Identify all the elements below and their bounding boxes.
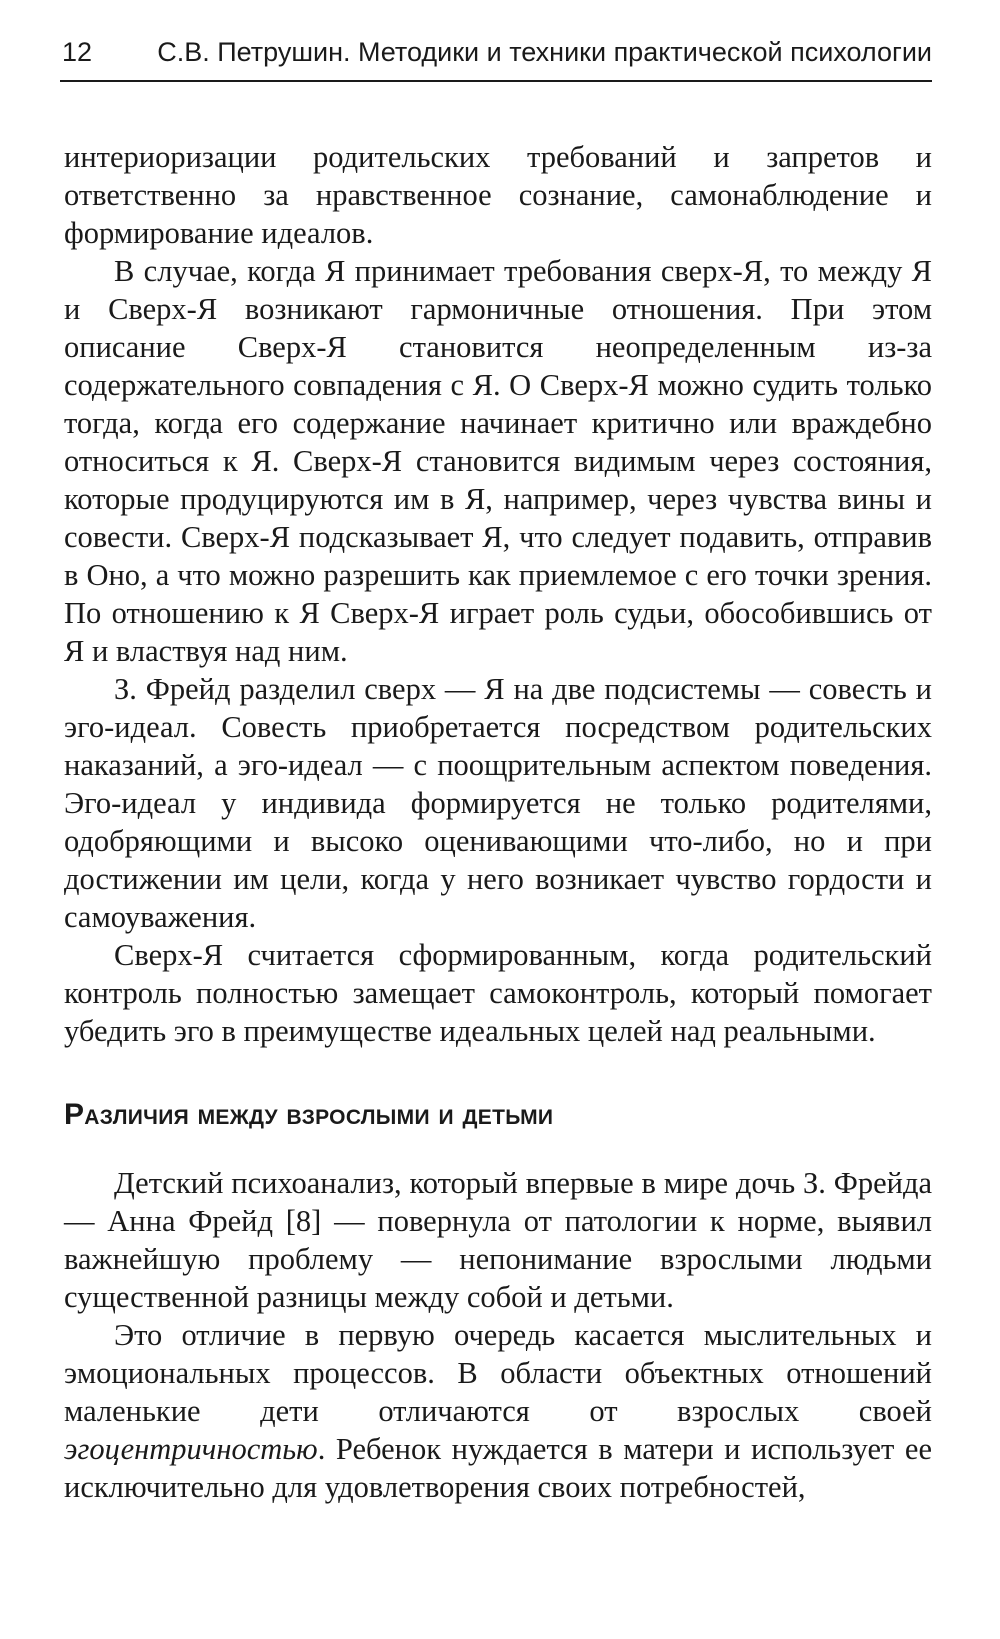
paragraph-1: интериоризации родительских требований и запретов и ответственно за нравственное сознание, самонаблюдение и формирование идеалов. [64,140,932,250]
paragraph-6-text-b: . Ребенок нуждается в матери и использует ее исключительно для удовлетворения своих потребностей, [64,1432,932,1504]
paragraph-4: Сверх-Я считается сформированным, когда родительский контроль полностью замещает самоконтроль, который помогает убедить эго в преимуществе идеальных целей над реальными. [64,938,932,1048]
paragraph-2: В случае, когда Я принимает требования сверх-Я, то между Я и Сверх-Я возникают гармоничные отношения. При этом описание Сверх-Я становится неопределенным из-за содержательного совпадения с Я. О Сверх-Я можно судить только тогда, когда его содержание начинает критично или враждебно относиться к Я. Сверх-Я становится видимым через состояния, которые продуцируются им в Я, например, через чувства вины и совести. Сверх-Я подсказывает Я, что следует подавить, отправив в Оно, а что можно разрешить как приемлемое с его точки зрения. По отношению к Я Сверх-Я играет роль судьи, обособившись от Я и властвуя над ним. [64,254,932,668]
page-number: 12 [62,37,93,67]
page-body [64,138,932,1506]
running-title: С.В. Петрушин. Методики и техники практической психологии [157,37,932,67]
paragraph-6 [64,1316,932,1506]
paragraph-6-text-a: Это отличие в первую очередь касается мыслительных и эмоциональных процессов. В области объектных отношений маленькие дети отличаются от взрослых своей [64,1318,932,1428]
paragraph-3: З. Фрейд разделил сверх — Я на две подсистемы — совесть и эго-идеал. Совесть приобретается посредством родительских наказаний, а эго-идеал — с поощрительным аспектом поведения. Эго-идеал у индивида формируется не только родителями, одобряющими и высоко оценивающими что-либо, но и при достижении им цели, когда у него возникает чувство гордости и самоуважения. [64,672,932,934]
paragraph-6-italic-term: эгоцентричностью [64,1432,318,1466]
header-rule [60,80,932,82]
running-head [62,30,932,74]
paragraph-5: Детский психоанализ, который впервые в мире дочь З. Фрейда — Анна Фрейд [8] — повернула от патологии к норме, выявил важнейшую проблему — непонимание взрослыми людьми существенной разницы между собой и детьми. [64,1166,932,1314]
section-heading: Различия между взрослыми и детьми [64,1098,554,1131]
